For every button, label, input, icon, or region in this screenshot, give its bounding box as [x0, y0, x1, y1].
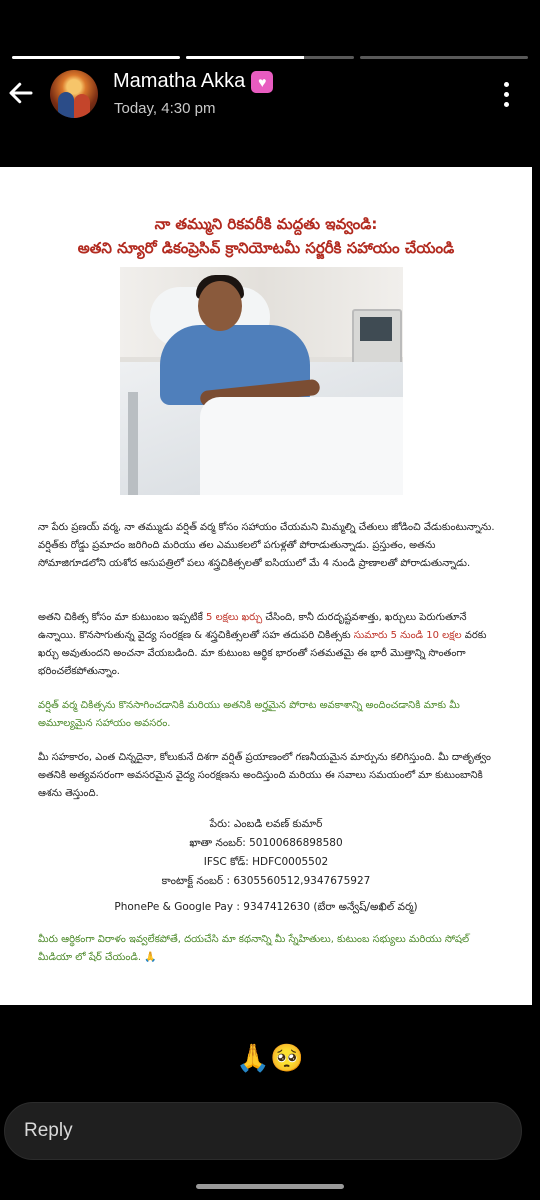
poster-paragraph: మీరు ఆర్థికంగా విరాళం ఇవ్వలేకపోతే, దయచేసి మా కథనాన్ని మీ స్నేహితులు, కుటుంబ సభ్యులు మరియు సోషల్ మీడియా లో షేర్ చేయండి. 🙏: [38, 934, 470, 963]
progress-segment: [360, 56, 528, 59]
reply-placeholder: Reply: [24, 1120, 73, 1141]
avatar[interactable]: [50, 70, 98, 118]
highlight-text: సుమారు 5 నుండి 10 లక్షల: [353, 630, 462, 641]
payment-line: PhonePe & Google Pay : 9347412630 (బేరా అన్వేష్/అఖిల్ వర్మ): [114, 901, 418, 913]
contact-name: Mamatha Akka: [113, 70, 246, 92]
avatar-figure: [74, 94, 90, 118]
story-progress: [12, 56, 528, 59]
ifsc-code: IFSC కోడ్: HDFC0005502: [203, 856, 329, 868]
text-span: అతని చికిత్స కోసం మా కుటుంబం ఇప్పటికే: [38, 612, 207, 623]
poster-title-line: అతని న్యూరో డికంప్రెసివ్ క్రానియోటమీ సర్జరీకి సహాయం చేయండి: [77, 239, 455, 257]
contact-number: కాంటాక్ట్ నంబర్ : 6305560512,9347675927: [161, 875, 371, 887]
account-name: పేరు: ఎంబడి లవణ్ కుమార్: [209, 818, 323, 830]
progress-segment: [186, 56, 354, 59]
poster-paragraph: వర్షిత్ వర్మ చికిత్సను కొనసాగించడానికి మరియు అతనికి అర్హమైన పోరాట అవకాశాన్ని అందించడానికి మాకు మీ అమూల్యమైన సహాయం అవసరం.: [38, 700, 460, 729]
back-arrow-icon[interactable]: [6, 78, 36, 108]
reaction-emojis: 🙏🥺: [236, 1043, 304, 1074]
heart-icon: ♥: [251, 71, 273, 93]
poster-title-line: నా తమ్ముని రికవరీకి మద్దతు ఇవ్వండి:: [154, 215, 378, 233]
progress-fill: [12, 56, 180, 59]
more-options-icon[interactable]: [504, 82, 510, 108]
home-indicator[interactable]: [196, 1184, 344, 1189]
status-image-poster: [0, 167, 532, 1005]
poster-paragraph: నా పేరు ప్రణయ్ వర్మ, నా తమ్ముడు వర్షిత్ వర్మ కోసం సహాయం చేయమని మిమ్మల్ని చేతులు జోడించి వేడుకుంటున్నాను. వర్షిత్‌కు రోడ్డు ప్రమాదం జరిగింది మరియు తల ఎముకలలో పగుళ్లతో పోరాడుతున్నాడు. ప్రస్తుతం, అతను సోమాజిగూడలోని యశోద ఆసుపత్రిలో పలు శస్త్రచికిత్సలతో ఐసియులో మే 4 నుండి ప్రాణాలతో పోరాడుతున్నాడు.: [38, 522, 495, 569]
poster-title: [0, 212, 532, 260]
status-timestamp: Today, 4:30 pm: [114, 100, 216, 117]
reply-input[interactable]: [4, 1102, 522, 1160]
poster-paragraph: [38, 609, 500, 681]
progress-fill: [186, 56, 304, 59]
status-header: [0, 66, 540, 126]
poster-paragraph: మీ సహకారం, ఎంత చిన్నదైనా, కోలుకునే దిశగా వర్షిత్ ప్రయాణంలో గణనీయమైన మార్పును కలిగిస్తుంది. మీ దాతృత్వం అతనికి అత్యవసరంగా అవసరమైన వైద్య సంరక్షణను అందిస్తుంది మరియు ఈ సవాలు సమయంలో మా కుటుంబానికి ఆశను తెస్తుంది.: [38, 752, 491, 799]
progress-segment: [12, 56, 180, 59]
patient-photo: [120, 267, 403, 495]
contact-name-row[interactable]: [113, 70, 273, 93]
account-number: ఖాతా నంబర్: 50100686898580: [189, 837, 343, 849]
avatar-figure: [58, 92, 74, 118]
text-span: వరకు ఖర్చు అవుతుందని అంచనా వేయబడింది. మా కుటుంబ ఆర్థిక భారంతో సతమతమై ఈ భారీ మొత్తాన్ని సొంతంగా భరించలేకపోతున్నాం.: [38, 630, 487, 677]
bank-details: [0, 815, 532, 891]
highlight-text: 5 లక్షలు ఖర్చు: [206, 612, 263, 623]
text-span: చేసింది, కానీ దురదృష్టవశాత్తు, ఖర్చులు పెరుగుతూనే ఉన్నాయి. కొనసాగుతున్న వైద్య సంరక్షణ & శస్త్రచికిత్సలతో సహ తదుపరి చికిత్సకు: [38, 612, 467, 641]
